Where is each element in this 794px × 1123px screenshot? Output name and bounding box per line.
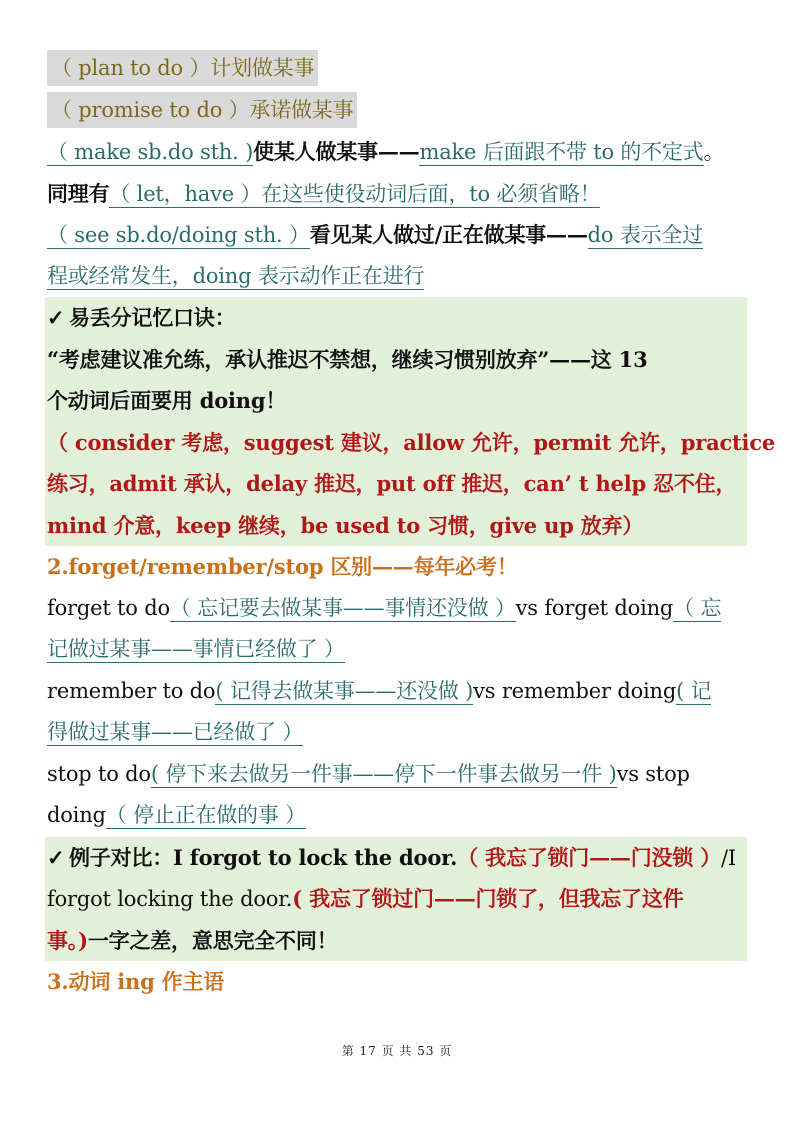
remember-doing: vs remember doing bbox=[473, 678, 677, 703]
line-stop-cont bbox=[47, 795, 747, 837]
remember-to-do-meaning: ( 记得去做某事——还没做 ) bbox=[215, 678, 474, 703]
line-remember-cont bbox=[47, 712, 747, 754]
let-have-note: （ let，have ）在这些使役动词后面，to 必须省略！ bbox=[109, 181, 601, 206]
forget-to-do: forget to do bbox=[47, 595, 170, 620]
forget-to-do-meaning: （ 忘记要去做某事——事情还没做 ） bbox=[169, 595, 516, 620]
memory-quote-line2: 个动词后面要用 doing！ bbox=[47, 388, 287, 413]
example-box bbox=[45, 837, 747, 962]
example-sentence2-meaning-end: 事。) bbox=[47, 927, 88, 953]
period: 。 bbox=[703, 140, 725, 164]
phrase-see-sb-do: （ see sb.do/doing sth. ） bbox=[47, 223, 310, 247]
phrase-make-sb-do: （ make sb.do sth. ) bbox=[47, 140, 254, 164]
forget-doing-meaning-part2: 记做过某事——事情已经做了 ） bbox=[47, 637, 345, 661]
check-icon: ✓ bbox=[47, 844, 65, 870]
line-promise-to-do bbox=[47, 90, 747, 132]
line-forget-cont bbox=[47, 629, 747, 671]
section3-heading: 3.动词 ing 作主语 bbox=[47, 969, 225, 994]
document-page bbox=[47, 48, 776, 1003]
phrase-promise-to-do: （ promise to do ）承诺做某事 bbox=[47, 92, 357, 128]
stop-to-do: stop to do bbox=[47, 761, 151, 786]
memory-quote-line1: “考虑建议准允练，承认推迟不禁想，继续习惯别放弃”——这 13 bbox=[47, 346, 648, 372]
check-icon: ✓ bbox=[47, 305, 65, 330]
make-note: make 后面跟不带 to 的不定式 bbox=[419, 140, 704, 164]
example-line1 bbox=[47, 837, 747, 879]
see-note-part2: 程或经常发生，doing 表示动作正在进行 bbox=[47, 263, 425, 288]
see-note-part1: do 表示全过 bbox=[587, 223, 704, 247]
remember-doing-meaning-part1: ( 记 bbox=[676, 678, 712, 703]
line-plan-to-do bbox=[47, 48, 747, 90]
line-see-sb-do bbox=[47, 214, 747, 256]
line-forget bbox=[47, 588, 747, 630]
phrase-plan-to-do: （ plan to do ）计划做某事 bbox=[47, 50, 318, 86]
line-remember bbox=[47, 671, 747, 713]
forget-doing-meaning-part1: （ 忘 bbox=[673, 595, 722, 620]
example-line3 bbox=[47, 920, 747, 962]
memory-title: 易丢分记忆口诀： bbox=[69, 305, 236, 330]
line-make-sb-do bbox=[47, 131, 747, 173]
example-sentence2: forgot locking the door. bbox=[47, 887, 293, 911]
stop-doing-part1: vs stop bbox=[616, 761, 690, 786]
see-meaning: 看见某人做过/正在做某事—— bbox=[309, 222, 588, 247]
verb-list-line2: 练习，admit 承认，delay 推迟，put off 推迟，can’ t help 忍不住， bbox=[47, 471, 737, 496]
example-sentence1-meaning: （ 我忘了锁门——门没锁 ） bbox=[457, 844, 722, 870]
verb-list-line1: （ consider 考虑，suggest 建议，allow 允许，permit 允许，practice bbox=[47, 429, 776, 455]
stop-doing-meaning: （ 停止正在做的事 ） bbox=[105, 803, 306, 827]
line-let-have bbox=[47, 173, 747, 215]
example-conclusion: 一字之差，意思完全不同！ bbox=[87, 927, 338, 953]
page-number: 第 17 页 共 53 页 bbox=[341, 1044, 453, 1058]
stop-to-do-meaning: ( 停下来去做另一件事——停下一件事去做另一件 ) bbox=[150, 761, 617, 786]
likewise-label: 同理有 bbox=[47, 180, 110, 206]
example-line2 bbox=[47, 878, 747, 920]
line-stop bbox=[47, 754, 747, 796]
memory-title-line bbox=[47, 297, 747, 339]
verb-list-line3: mind 介意，keep 继续，be used to 习惯，give up 放弃） bbox=[47, 512, 644, 538]
remember-doing-meaning-part2: 得做过某事——已经做了 ） bbox=[47, 720, 304, 744]
memory-tip-box bbox=[45, 297, 776, 546]
stop-doing-part2: doing bbox=[47, 803, 106, 827]
example-slash: /I bbox=[721, 845, 736, 870]
example-sentence1: 例子对比：I forgot to lock the door. bbox=[69, 844, 458, 870]
remember-to-do: remember to do bbox=[47, 678, 216, 703]
line-see-note-cont bbox=[47, 256, 747, 298]
section2-heading: 2.forget/remember/stop 区别——每年必考！ bbox=[47, 554, 518, 579]
forget-doing: vs forget doing bbox=[515, 595, 674, 620]
example-sentence2-meaning: ( 我忘了锁过门——门锁了，但我忘了这件 bbox=[292, 886, 684, 911]
make-meaning: 使某人做某事—— bbox=[253, 139, 420, 164]
